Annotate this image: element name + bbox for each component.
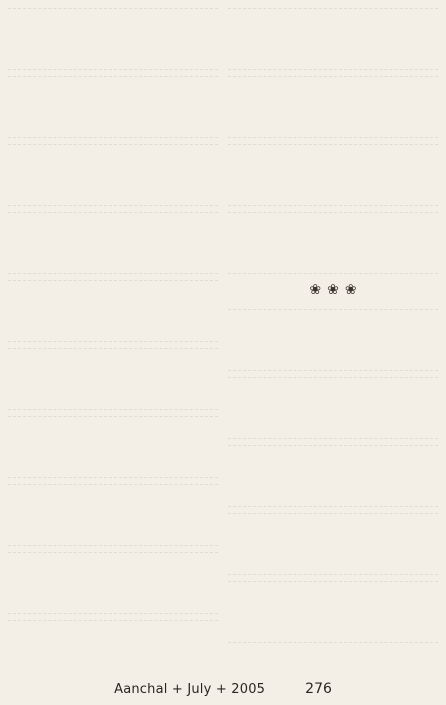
- section-break-ornament-icon: ❀: [344, 282, 357, 298]
- left-paragraph-7: [8, 416, 218, 478]
- right-paragraph-9: [228, 581, 438, 643]
- left-paragraph-10: [8, 620, 218, 668]
- left-paragraph-9: [8, 552, 218, 614]
- left-paragraph-8: [8, 484, 218, 546]
- section-break-ornament-icon: ❀: [309, 282, 322, 298]
- left-paragraph-3: [8, 144, 218, 206]
- text-columns: [8, 8, 438, 668]
- section-break: [228, 280, 438, 301]
- left-paragraph-5: [8, 280, 218, 342]
- magazine-issue-label: Aanchal + July + 2005: [114, 682, 266, 697]
- page-number: 276: [305, 681, 332, 697]
- left-paragraph-2: [8, 76, 218, 138]
- right-column: [228, 8, 438, 668]
- right-paragraph-5: [228, 309, 438, 371]
- left-paragraph-6: [8, 348, 218, 410]
- section-break-ornament-icon: ❀: [327, 282, 339, 298]
- page-footer: [0, 681, 446, 697]
- left-column: [8, 8, 218, 668]
- right-paragraph-2: [228, 76, 438, 138]
- right-paragraph-7: [228, 445, 438, 507]
- left-paragraph-1: [8, 8, 218, 70]
- right-paragraph-1: [228, 8, 438, 70]
- left-paragraph-4: [8, 212, 218, 274]
- right-paragraph-6: [228, 377, 438, 439]
- right-paragraph-3: [228, 144, 438, 206]
- right-paragraph-4: [228, 212, 438, 274]
- right-paragraph-8: [228, 513, 438, 575]
